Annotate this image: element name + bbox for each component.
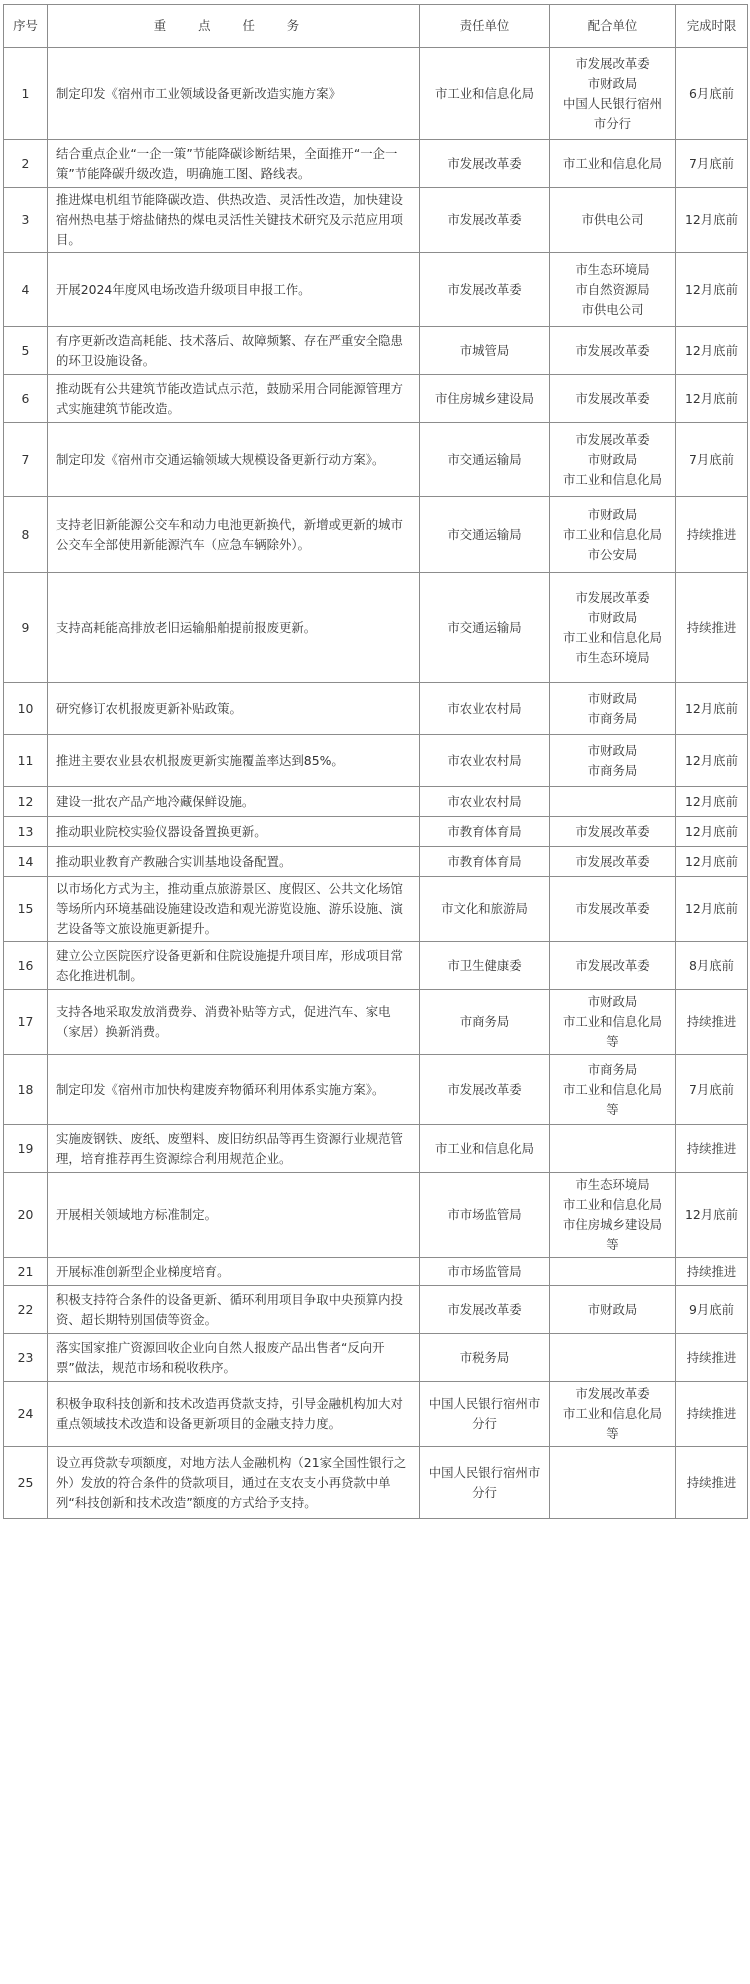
table-row [4, 423, 748, 497]
cooperating-unit: 市生态环境局 [575, 1177, 650, 1192]
table-row [4, 787, 748, 817]
row-lead-unit: 市市场监管局 [420, 1173, 550, 1258]
row-task: 落实国家推广资源回收企业向自然人报废产品出售者“反向开票”做法，规范市场和税收秩序。 [48, 1334, 420, 1382]
row-lead-unit: 中国人民银行宿州市分行 [420, 1447, 550, 1519]
cooperating-unit: 市发展改革委 [575, 390, 650, 406]
row-cooperating-units [550, 1382, 676, 1447]
row-deadline: 12月底前 [676, 735, 748, 787]
row-cooperating-units [550, 375, 676, 423]
row-number: 3 [4, 188, 48, 253]
cooperating-unit: 市生态环境局 [575, 649, 650, 665]
row-number: 15 [4, 877, 48, 942]
row-number: 18 [4, 1055, 48, 1125]
cooperating-unit: 市财政局 [587, 1301, 638, 1317]
row-deadline: 持续推进 [676, 497, 748, 573]
row-task: 开展标准创新型企业梯度培育。 [48, 1258, 420, 1286]
table-row [4, 1286, 748, 1334]
header-num: 序号 [4, 5, 48, 48]
cooperating-unit: 市发展改革委 [575, 589, 650, 605]
row-lead-unit: 市商务局 [420, 990, 550, 1055]
row-cooperating-units [550, 1173, 676, 1258]
cooperating-unit: 市财政局 [587, 75, 638, 91]
cooperating-unit: 市工业和信息化局 [562, 155, 663, 171]
row-deadline: 12月底前 [676, 1173, 748, 1258]
table-row [4, 497, 748, 573]
task-table [3, 4, 748, 1519]
row-number: 8 [4, 497, 48, 573]
table-row [4, 877, 748, 942]
row-cooperating-units [550, 1447, 676, 1519]
cooperating-unit: 市财政局 [587, 506, 638, 522]
row-task: 开展2024年度风电场改造升级项目申报工作。 [48, 253, 420, 327]
row-deadline: 12月底前 [676, 787, 748, 817]
row-cooperating-units [550, 877, 676, 942]
cooperating-unit: 市发展改革委 [575, 1386, 650, 1401]
cooperating-unit: 市财政局 [587, 609, 638, 625]
row-task: 支持各地采取发放消费券、消费补贴等方式，促进汽车、家电（家居）换新消费。 [48, 990, 420, 1055]
row-cooperating-units [550, 1055, 676, 1125]
row-lead-unit: 市卫生健康委 [420, 942, 550, 990]
row-number: 1 [4, 48, 48, 140]
row-lead-unit: 市发展改革委 [420, 1286, 550, 1334]
cooperating-unit: 市工业和信息化局 [562, 629, 663, 645]
table-row [4, 683, 748, 735]
cooperating-unit: 市发展改革委 [575, 431, 650, 447]
row-task: 设立再贷款专项额度，对地方法人金融机构（21家全国性银行之外）发放的符合条件的贷款项目，通过在支农支小再贷款中单列“科技创新和技术改造”额度的方式给予支持。 [48, 1447, 420, 1519]
table-row [4, 1382, 748, 1447]
header-task: 重 点 任 务 [48, 5, 420, 48]
table-row [4, 188, 748, 253]
row-task: 开展相关领域地方标准制定。 [48, 1173, 420, 1258]
row-cooperating-units [550, 423, 676, 497]
row-lead-unit: 市交通运输局 [420, 573, 550, 683]
table-header-row [4, 5, 748, 48]
cooperating-unit: 市工业和信息化局 [562, 1197, 663, 1212]
row-lead-unit: 市工业和信息化局 [420, 48, 550, 140]
row-deadline: 持续推进 [676, 1125, 748, 1173]
row-number: 2 [4, 140, 48, 188]
row-task: 推进煤电机组节能降碳改造、供热改造、灵活性改造，加快建设宿州热电基于熔盐储热的煤电灵活性关键技术研究及示范应用项目。 [48, 188, 420, 253]
row-lead-unit: 市农业农村局 [420, 787, 550, 817]
row-cooperating-units [550, 1334, 676, 1382]
row-deadline: 12月底前 [676, 375, 748, 423]
row-cooperating-units [550, 253, 676, 327]
row-deadline: 持续推进 [676, 990, 748, 1055]
row-task: 支持高耗能高排放老旧运输船舶提前报废更新。 [48, 573, 420, 683]
row-lead-unit: 中国人民银行宿州市分行 [420, 1382, 550, 1447]
row-number: 10 [4, 683, 48, 735]
row-deadline: 持续推进 [676, 1334, 748, 1382]
header-lead-unit: 责任单位 [420, 5, 550, 48]
row-task: 有序更新改造高耗能、技术落后、故障频繁、存在严重安全隐患的环卫设施设备。 [48, 327, 420, 375]
row-lead-unit: 市税务局 [420, 1334, 550, 1382]
cooperating-unit: 市供电公司 [581, 301, 644, 317]
row-number: 20 [4, 1173, 48, 1258]
row-task: 制定印发《宿州市加快构建废弃物循环利用体系实施方案》。 [48, 1055, 420, 1125]
row-deadline: 12月底前 [676, 188, 748, 253]
row-number: 12 [4, 787, 48, 817]
row-cooperating-units [550, 327, 676, 375]
row-lead-unit: 市发展改革委 [420, 1055, 550, 1125]
row-task: 推动职业院校实验仪器设备置换更新。 [48, 817, 420, 847]
row-cooperating-units [550, 1286, 676, 1334]
row-number: 11 [4, 735, 48, 787]
row-deadline: 12月底前 [676, 253, 748, 327]
row-lead-unit: 市发展改革委 [420, 140, 550, 188]
row-task: 支持老旧新能源公交车和动力电池更新换代，新增或更新的城市公交车全部使用新能源汽车（应急车辆除外）。 [48, 497, 420, 573]
cooperating-unit: 市发展改革委 [575, 823, 650, 839]
cooperating-unit: 市发展改革委 [575, 853, 650, 869]
table-row [4, 48, 748, 140]
row-lead-unit: 市发展改革委 [420, 253, 550, 327]
table-row [4, 942, 748, 990]
row-number: 25 [4, 1447, 48, 1519]
row-number: 13 [4, 817, 48, 847]
row-number: 23 [4, 1334, 48, 1382]
row-task: 积极争取科技创新和技术改造再贷款支持，引导金融机构加大对重点领域技术改造和设备更新项目的金融支持力度。 [48, 1382, 420, 1447]
row-cooperating-units [550, 683, 676, 735]
table-row [4, 1334, 748, 1382]
row-task: 制定印发《宿州市工业领域设备更新改造实施方案》 [48, 48, 420, 140]
row-lead-unit: 市住房城乡建设局 [420, 375, 550, 423]
row-deadline: 持续推进 [676, 1447, 748, 1519]
row-number: 16 [4, 942, 48, 990]
cooperating-unit: 市发展改革委 [575, 901, 650, 916]
row-cooperating-units [550, 735, 676, 787]
cooperating-unit: 市商务局 [587, 710, 638, 726]
row-number: 17 [4, 990, 48, 1055]
cooperating-unit: 市发展改革委 [575, 957, 650, 973]
cooperating-unit: 市供电公司 [581, 212, 644, 227]
row-task: 结合重点企业“一企一策”节能降碳诊断结果，全面推开“一企一策”节能降碳升级改造，明确施工图、路线表。 [48, 140, 420, 188]
row-cooperating-units [550, 497, 676, 573]
row-lead-unit: 市工业和信息化局 [420, 1125, 550, 1173]
table-row [4, 1173, 748, 1258]
row-cooperating-units [550, 140, 676, 188]
row-number: 24 [4, 1382, 48, 1447]
row-lead-unit: 市交通运输局 [420, 497, 550, 573]
cooperating-unit: 市生态环境局 [575, 261, 650, 277]
row-deadline: 持续推进 [676, 1382, 748, 1447]
row-deadline: 6月底前 [676, 48, 748, 140]
row-number: 7 [4, 423, 48, 497]
row-lead-unit: 市教育体育局 [420, 817, 550, 847]
row-deadline: 7月底前 [676, 423, 748, 497]
row-task: 推动职业教育产教融合实训基地设备配置。 [48, 847, 420, 877]
row-lead-unit: 市教育体育局 [420, 847, 550, 877]
table-row [4, 140, 748, 188]
row-deadline: 12月底前 [676, 683, 748, 735]
row-lead-unit: 市文化和旅游局 [420, 877, 550, 942]
table-row [4, 375, 748, 423]
row-cooperating-units [550, 188, 676, 253]
row-number: 5 [4, 327, 48, 375]
row-task: 研究修订农机报废更新补贴政策。 [48, 683, 420, 735]
row-deadline: 9月底前 [676, 1286, 748, 1334]
cooperating-unit: 市工业和信息化局等 [562, 1406, 663, 1441]
table-row [4, 1125, 748, 1173]
row-deadline: 12月底前 [676, 847, 748, 877]
cooperating-unit: 市商务局 [587, 1061, 638, 1077]
row-cooperating-units [550, 817, 676, 847]
cooperating-unit: 市住房城乡建设局等 [562, 1217, 663, 1252]
table-row [4, 817, 748, 847]
table-row [4, 327, 748, 375]
table-row [4, 573, 748, 683]
row-lead-unit: 市城管局 [420, 327, 550, 375]
cooperating-unit: 市商务局 [587, 762, 638, 778]
row-deadline: 持续推进 [676, 1258, 748, 1286]
row-number: 21 [4, 1258, 48, 1286]
row-number: 19 [4, 1125, 48, 1173]
row-cooperating-units [550, 847, 676, 877]
header-cooperating-unit: 配合单位 [550, 5, 676, 48]
cooperating-unit: 市发展改革委 [575, 342, 650, 358]
row-deadline: 8月底前 [676, 942, 748, 990]
row-cooperating-units [550, 1125, 676, 1173]
table-row [4, 1447, 748, 1519]
cooperating-unit: 市公安局 [587, 546, 638, 562]
row-cooperating-units [550, 573, 676, 683]
row-task: 以市场化方式为主，推动重点旅游景区、度假区、公共文化场馆等场所内环境基础设施建设改造和观光游览设施、游乐设施、演艺设备等文旅设施更新提升。 [48, 877, 420, 942]
row-task: 积极支持符合条件的设备更新、循环利用项目争取中央预算内投资、超长期特别国债等资金。 [48, 1286, 420, 1334]
cooperating-unit: 市工业和信息化局等 [562, 1081, 663, 1117]
row-deadline: 7月底前 [676, 140, 748, 188]
row-deadline: 7月底前 [676, 1055, 748, 1125]
table-row [4, 990, 748, 1055]
row-lead-unit: 市发展改革委 [420, 188, 550, 253]
row-deadline: 12月底前 [676, 877, 748, 942]
row-task: 制定印发《宿州市交通运输领域大规模设备更新行动方案》。 [48, 423, 420, 497]
row-cooperating-units [550, 1258, 676, 1286]
cooperating-unit: 市工业和信息化局 [562, 471, 663, 487]
row-cooperating-units [550, 942, 676, 990]
row-lead-unit: 市农业农村局 [420, 735, 550, 787]
row-number: 4 [4, 253, 48, 327]
row-deadline: 持续推进 [676, 573, 748, 683]
row-task: 推动既有公共建筑节能改造试点示范，鼓励采用合同能源管理方式实施建筑节能改造。 [48, 375, 420, 423]
cooperating-unit: 市财政局 [587, 451, 638, 467]
table-row [4, 735, 748, 787]
cooperating-unit: 市财政局 [587, 690, 638, 706]
table-row [4, 1258, 748, 1286]
row-cooperating-units [550, 48, 676, 140]
cooperating-unit: 市工业和信息化局等 [562, 1014, 663, 1049]
row-deadline: 12月底前 [676, 817, 748, 847]
cooperating-unit: 市财政局 [587, 742, 638, 758]
row-cooperating-units [550, 990, 676, 1055]
row-number: 9 [4, 573, 48, 683]
table-row [4, 253, 748, 327]
row-task: 推进主要农业县农机报废更新实施覆盖率达到85%。 [48, 735, 420, 787]
table-row [4, 1055, 748, 1125]
row-task: 实施废钢铁、废纸、废塑料、废旧纺织品等再生资源行业规范管理，培育推荐再生资源综合利用规范企业。 [48, 1125, 420, 1173]
row-lead-unit: 市交通运输局 [420, 423, 550, 497]
row-task: 建设一批农产品产地冷藏保鲜设施。 [48, 787, 420, 817]
table-body [4, 48, 748, 1519]
cooperating-unit: 市工业和信息化局 [562, 526, 663, 542]
row-task: 建立公立医院医疗设备更新和住院设施提升项目库，形成项目常态化推进机制。 [48, 942, 420, 990]
row-deadline: 12月底前 [676, 327, 748, 375]
cooperating-unit: 市自然资源局 [575, 281, 650, 297]
row-number: 22 [4, 1286, 48, 1334]
row-lead-unit: 市农业农村局 [420, 683, 550, 735]
row-number: 6 [4, 375, 48, 423]
table-row [4, 847, 748, 877]
row-lead-unit: 市市场监管局 [420, 1258, 550, 1286]
header-deadline: 完成时限 [676, 5, 748, 48]
cooperating-unit: 中国人民银行宿州市分行 [562, 95, 663, 131]
row-cooperating-units [550, 787, 676, 817]
row-number: 14 [4, 847, 48, 877]
cooperating-unit: 市财政局 [587, 994, 638, 1009]
cooperating-unit: 市发展改革委 [575, 55, 650, 71]
